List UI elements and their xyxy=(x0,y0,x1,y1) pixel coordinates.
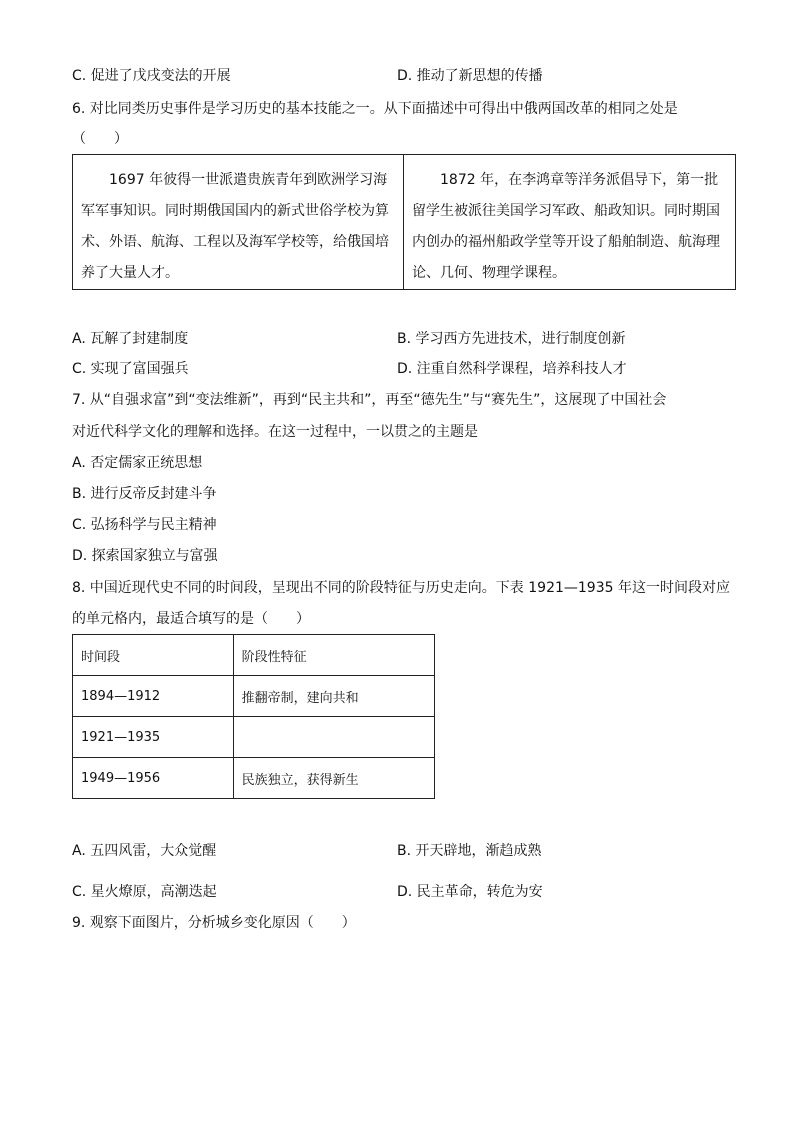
q7-option-b: B. 进行反帝反封建斗争 xyxy=(72,486,217,502)
table-header-row xyxy=(73,635,435,676)
q7-option-c: C. 弘扬科学与民主精神 xyxy=(72,517,217,533)
q8-option-d: D. 民主革命，转危为安 xyxy=(397,884,543,900)
q7-stem-line2: 对近代科学文化的理解和选择。在这一过程中，一以贯之的主题是 xyxy=(72,424,478,440)
table-row xyxy=(73,676,435,717)
q6-option-c: C. 实现了富国强兵 xyxy=(72,361,189,377)
table-cell-period: 1894—1912 xyxy=(73,676,234,717)
q8-option-a: A. 五四风雷，大众觉醒 xyxy=(72,843,217,859)
table-cell-feature: 民族独立，获得新生 xyxy=(233,758,434,799)
table-row xyxy=(73,717,435,758)
table-cell-period: 1949—1956 xyxy=(73,758,234,799)
q6-russia-cell xyxy=(73,155,404,289)
q8-option-b: B. 开天辟地，渐趋成熟 xyxy=(397,843,542,859)
q6-china-text: 1872 年，在李鸿章等洋务派倡导下，第一批留学生被派往美国学习军政、船政知识。同时期国内创办的福州船政学堂等开设了船舶制造、航海理论、几何、物理学课程。 xyxy=(412,172,720,281)
q6-stem: 6. 对比同类历史事件是学习历史的基本技能之一。从下面描述中可得出中俄两国改革的相同之处是 xyxy=(72,101,678,117)
table-row xyxy=(73,758,435,799)
q6-comparison-table xyxy=(72,154,736,290)
q5-option-d: D. 推动了新思想的传播 xyxy=(397,68,543,84)
q7-option-a: A. 否定儒家正统思想 xyxy=(72,455,203,471)
table-header-cell: 阶段性特征 xyxy=(233,635,434,676)
q7-option-d: D. 探索国家独立与富强 xyxy=(72,548,218,564)
q6-option-a: A. 瓦解了封建制度 xyxy=(72,331,189,347)
q6-russia-text: 1697 年彼得一世派遣贵族青年到欧洲学习海军军事知识。同时期俄国国内的新式世俗学校为算术、外语、航海、工程以及海军学校等，给俄国培养了大量人才。 xyxy=(81,172,389,281)
q6-option-b: B. 学习西方先进技术，进行制度创新 xyxy=(397,331,626,347)
q8-stem-line1: 8. 中国近现代史不同的时间段，呈现出不同的阶段特征与历史走向。下表 1921—1935 年这一时间段对应 xyxy=(72,580,730,596)
table-cell-feature: 推翻帝制，建向共和 xyxy=(233,676,434,717)
q6-option-d: D. 注重自然科学课程，培养科技人才 xyxy=(397,361,627,377)
q8-period-table xyxy=(72,634,435,799)
q6-china-cell xyxy=(404,155,735,289)
q9-stem: 9. 观察下面图片，分析城乡变化原因（ ） xyxy=(72,915,356,931)
table-header-cell: 时间段 xyxy=(73,635,234,676)
q5-option-c: C. 促进了戊戌变法的开展 xyxy=(72,68,231,84)
q8-stem-line2: 的单元格内，最适合填写的是（ ） xyxy=(72,611,310,627)
q7-stem-line1: 7. 从“自强求富”到“变法维新”，再到“民主共和”，再至“德先生”与“赛先生”，这展现了中国社会 xyxy=(72,392,667,408)
table-cell-feature-blank xyxy=(233,717,434,758)
q6-answer-paren: （ ） xyxy=(72,131,128,147)
table-cell-period: 1921—1935 xyxy=(73,717,234,758)
q8-option-c: C. 星火燎原，高潮迭起 xyxy=(72,884,217,900)
